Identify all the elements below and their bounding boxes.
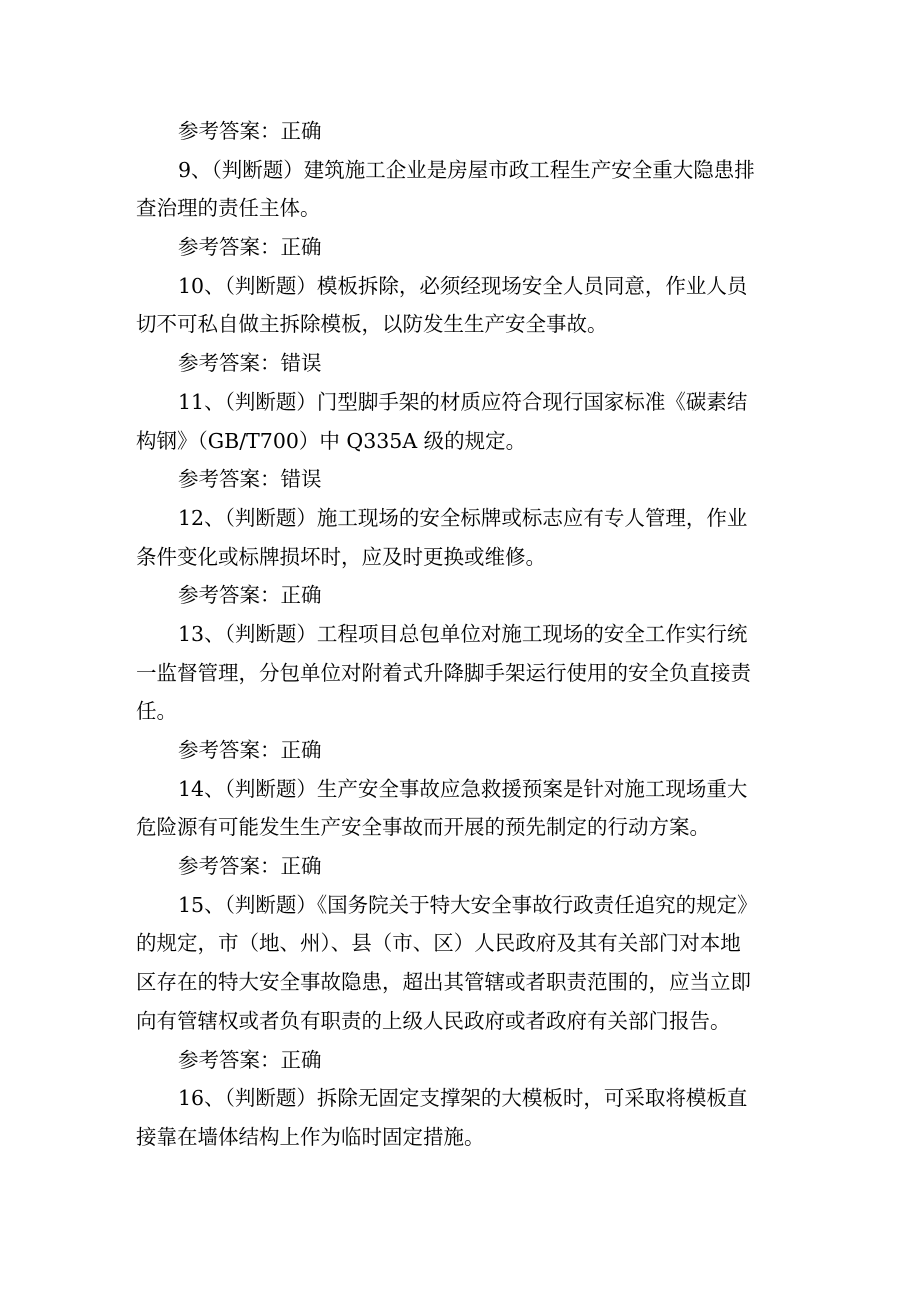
question-10-line-1: 10、（判断题）模板拆除，必须经现场安全人员同意，作业人员 — [178, 273, 748, 298]
question-9-line-2: 查治理的责任主体。 — [136, 196, 321, 221]
question-12-line-2: 条件变化或标牌损坏时，应及时更换或维修。 — [136, 544, 546, 569]
question-13-line-2: 一监督管理，分包单位对附着式升降脚手架运行使用的安全负直接责 — [136, 660, 751, 685]
question-15-line-3: 区存在的特大安全事故隐患，超出其管辖或者职责范围的，应当立即 — [136, 970, 751, 995]
answer-line: 参考答案：正确 — [178, 119, 322, 143]
question-16-line-1: 16、（判断题）拆除无固定支撑架的大模板时，可采取将模板直 — [178, 1086, 748, 1111]
question-11-line-2: 构钢》（GB/T700）中 Q335A 级的规定。 — [136, 428, 527, 453]
question-15-line-2: 的规定，市（地、州）、县（市、区）人民政府及其有关部门对本地 — [136, 931, 741, 956]
question-9-line-1: 9、（判断题）建筑施工企业是房屋市政工程生产安全重大隐患排 — [178, 157, 755, 182]
question-14-line-1: 14、（判断题）生产安全事故应急救援预案是针对施工现场重大 — [178, 776, 748, 801]
question-14-line-2: 危险源有可能发生生产安全事故而开展的预先制定的行动方案。 — [136, 815, 710, 840]
answer-14: 参考答案：正确 — [178, 854, 322, 879]
answer-12: 参考答案：正确 — [178, 583, 322, 608]
question-15-line-1: 15、（判断题）《国务院关于特大安全事故行政责任追究的规定》 — [178, 892, 758, 917]
question-10-line-2: 切不可私自做主拆除模板，以防发生生产安全事故。 — [136, 312, 608, 337]
answer-15: 参考答案：正确 — [178, 1047, 322, 1072]
question-11-line-1: 11、（判断题）门型脚手架的材质应符合现行国家标准《碳素结 — [178, 389, 748, 414]
answer-10: 参考答案：错误 — [178, 351, 322, 376]
answer-11: 参考答案：错误 — [178, 467, 322, 492]
question-13-line-3: 任。 — [136, 699, 177, 724]
document-page — [136, 112, 791, 1157]
question-13-line-1: 13、（判断题）工程项目总包单位对施工现场的安全工作实行统 — [178, 621, 748, 646]
answer-9: 参考答案：正确 — [178, 235, 322, 260]
answer-13: 参考答案：正确 — [178, 738, 322, 762]
question-15-line-4: 向有管辖权或者负有职责的上级人民政府或者政府有关部门报告。 — [136, 1008, 731, 1033]
question-12-line-1: 12、（判断题）施工现场的安全标牌或标志应有专人管理，作业 — [178, 505, 748, 530]
question-16-line-2: 接靠在墙体结构上作为临时固定措施。 — [136, 1124, 485, 1149]
